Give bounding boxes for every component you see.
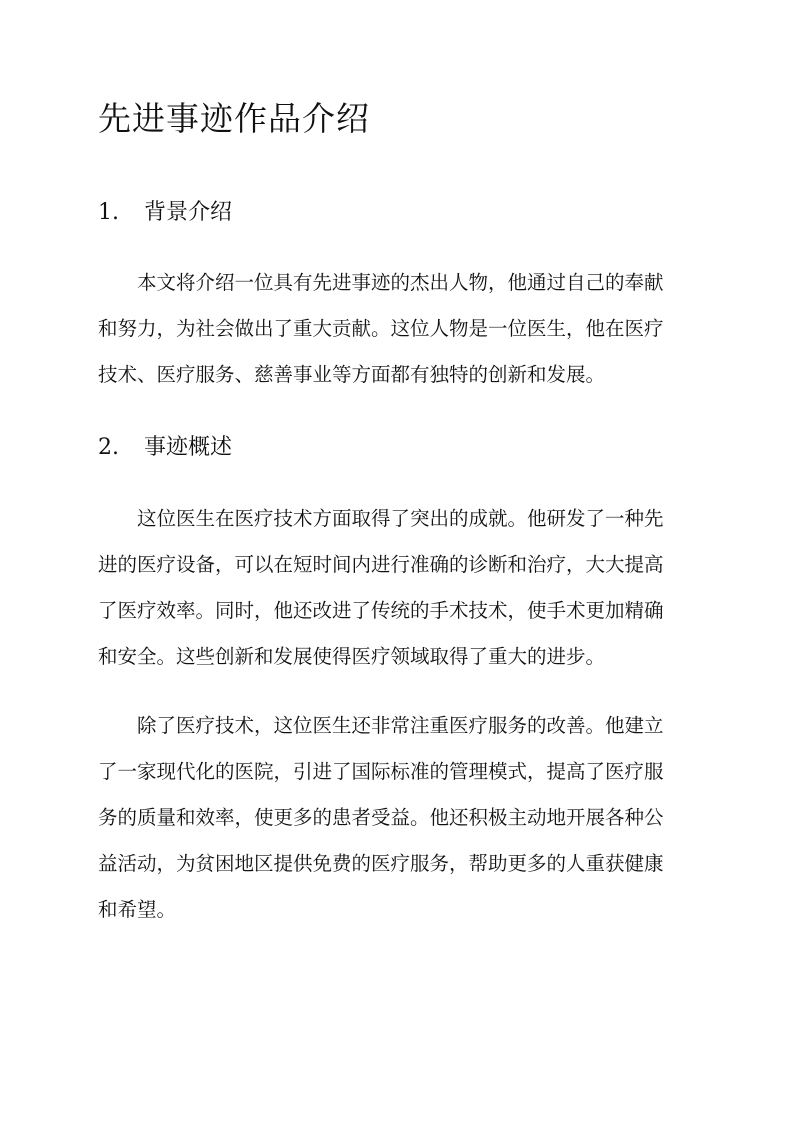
paragraph-line: 进的医疗设备，可以在短时间内进行准确的诊断和治疗，大大提高 [98,553,664,576]
paragraph-line: 了医疗效率。同时，他还改进了传统的手术技术，使手术更加精确 [98,599,664,622]
paragraph-line: 和安全。这些创新和发展使得医疗领域取得了重大的进步。 [98,645,606,668]
paragraph-line: 这位医生在医疗技术方面取得了突出的成就。他研发了一种先 [98,507,664,530]
section-heading-background [98,198,232,228]
paragraph-line: 本文将介绍一位具有先进事迹的杰出人物，他通过自己的奉献 [98,271,664,294]
paragraph-medical-service [98,703,664,933]
paragraph-medical-technology [98,496,664,680]
section-title: 背景介绍 [144,200,233,225]
section-number: 1. [98,200,119,225]
document-title: 先进事迹作品介绍 [98,99,370,138]
paragraph-line: 技术、医疗服务、慈善事业等方面都有独特的创新和发展。 [98,363,606,386]
paragraph-line: 务的质量和效率，使更多的患者受益。他还积极主动地开展各种公 [98,806,664,829]
section-title: 事迹概述 [144,435,233,460]
paragraph-line: 益活动，为贫困地区提供免费的医疗服务，帮助更多的人重获健康 [98,852,664,875]
paragraph-line: 了一家现代化的医院，引进了国际标准的管理模式，提高了医疗服 [98,760,664,783]
paragraph-line: 和努力，为社会做出了重大贡献。这位人物是一位医生，他在医疗 [98,317,664,340]
section-number: 2. [98,435,119,460]
section-heading-overview [98,433,232,463]
paragraph-background [98,260,664,398]
paragraph-line: 和希望。 [98,898,177,921]
paragraph-line: 除了医疗技术，这位医生还非常注重医疗服务的改善。他建立 [98,714,664,737]
